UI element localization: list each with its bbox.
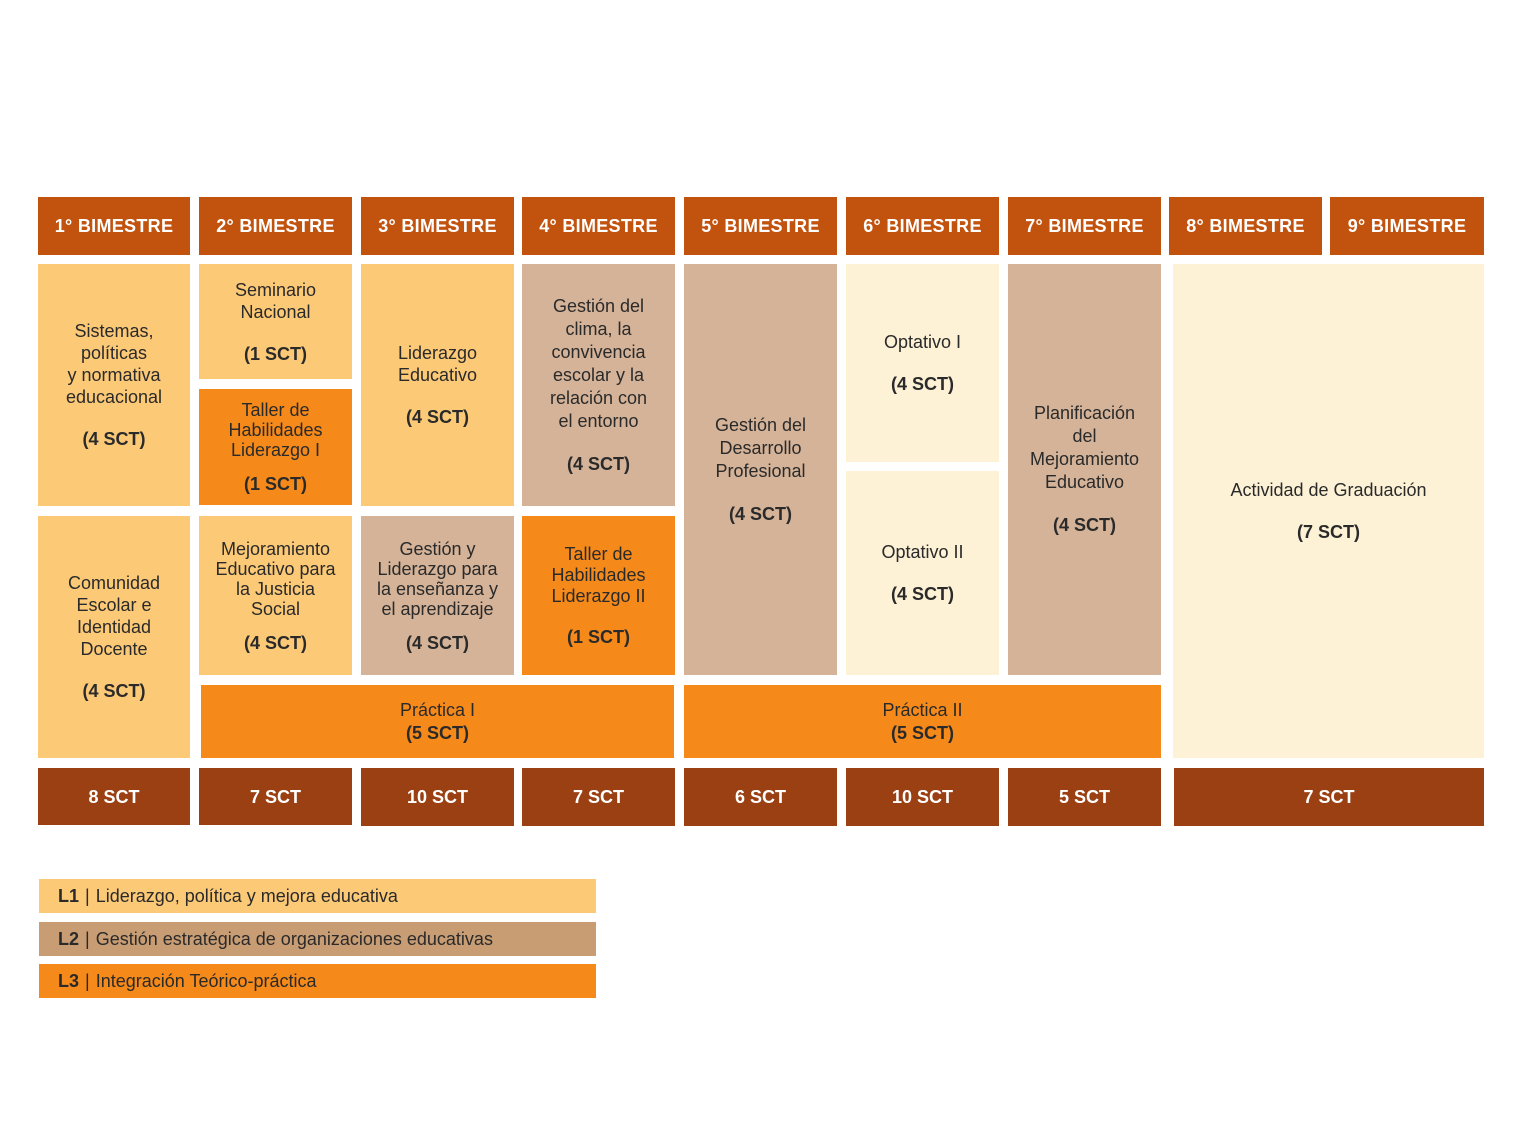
course-name: Sistemas, políticas y normativa educacional (65, 321, 163, 407)
course-name: Actividad de Graduación (1230, 480, 1427, 500)
header-bimestre-9: 9° BIMESTRE (1330, 197, 1484, 255)
total-credits-6: 10 SCT (846, 768, 999, 826)
header-bimestre-6: 6° BIMESTRE (846, 197, 999, 255)
course-credits: (1 SCT) (244, 474, 307, 494)
course-credits: (4 SCT) (567, 453, 630, 474)
course-name: Planificación del Mejoramiento Educativo (1029, 403, 1140, 492)
course-gestion-clima (522, 264, 675, 506)
course-credits: (4 SCT) (406, 632, 469, 653)
course-optativo-1 (846, 264, 999, 462)
course-credits: (4 SCT) (82, 429, 146, 449)
legend-label: Gestión estratégica de organizaciones educativas (95, 928, 493, 949)
course-name: Gestión y Liderazgo para la enseñanza y el aprendizaje (376, 538, 499, 619)
course-credits: (4 SCT) (891, 374, 954, 394)
total-credits-4: 7 SCT (522, 768, 675, 826)
legend-l1 (39, 879, 596, 913)
course-name: Gestión del Desarrollo Profesional (714, 414, 807, 481)
course-credits: (4 SCT) (1053, 515, 1116, 535)
header-bimestre-5: 5° BIMESTRE (684, 197, 837, 255)
course-seminario (199, 264, 352, 379)
course-credits: (4 SCT) (244, 632, 307, 653)
legend-code: L1 (58, 885, 80, 906)
course-name: Liderazgo Educativo (397, 343, 478, 385)
course-name: Optativo I (883, 332, 962, 352)
course-liderazgo-educativo (361, 264, 514, 506)
course-practica-1 (201, 685, 674, 758)
course-name: Taller de Habilidades Liderazgo II (551, 543, 646, 606)
course-credits: (5 SCT) (406, 723, 469, 743)
course-taller-1 (199, 389, 352, 505)
header-bimestre-8: 8° BIMESTRE (1169, 197, 1322, 255)
header-bimestre-2: 2° BIMESTRE (199, 197, 352, 255)
legend-code: L3 (58, 970, 80, 991)
total-credits-1: 8 SCT (38, 768, 190, 825)
course-name: Seminario Nacional (234, 279, 317, 322)
course-name: Optativo II (881, 542, 964, 562)
course-taller-2 (522, 516, 675, 675)
total-credits-5: 6 SCT (684, 768, 837, 826)
legend-separator: | (85, 970, 90, 991)
course-graduacion (1173, 264, 1484, 758)
header-bimestre-1: 1° BIMESTRE (38, 197, 190, 255)
course-practica-2 (684, 685, 1161, 758)
course-name: Taller de Habilidades Liderazgo I (228, 400, 323, 460)
header-bimestre-7: 7° BIMESTRE (1008, 197, 1161, 255)
course-credits: (4 SCT) (891, 584, 954, 604)
total-credits-7: 5 SCT (1008, 768, 1161, 826)
course-credits: (1 SCT) (244, 343, 307, 364)
course-sistemas (38, 264, 190, 506)
course-optativo-2 (846, 471, 999, 675)
legend-separator: | (85, 928, 90, 949)
course-comunidad (38, 516, 190, 758)
course-name: Práctica II (882, 700, 963, 720)
course-credits: (4 SCT) (82, 681, 146, 701)
course-credits: (7 SCT) (1297, 522, 1360, 542)
total-credits-8-9: 7 SCT (1174, 768, 1484, 826)
course-credits: (5 SCT) (891, 723, 954, 743)
course-desarrollo-profesional (684, 264, 837, 675)
total-credits-2: 7 SCT (199, 768, 352, 825)
header-bimestre-4: 4° BIMESTRE (522, 197, 675, 255)
header-bimestre-3: 3° BIMESTRE (361, 197, 514, 255)
course-name: Mejoramiento Educativo para la Justicia Social (215, 538, 336, 619)
course-gestion-liderazgo (361, 516, 514, 675)
legend-label: Liderazgo, política y mejora educativa (95, 885, 398, 906)
legend-code: L2 (58, 928, 80, 949)
course-credits: (1 SCT) (567, 626, 630, 647)
course-planificacion (1008, 264, 1161, 675)
course-mejoramiento-justicia (199, 516, 352, 675)
legend-label: Integración Teórico-práctica (95, 970, 317, 991)
total-credits-3: 10 SCT (361, 768, 514, 826)
course-name: Gestión del clima, la convivencia escolar y la relación con el entorno (549, 295, 648, 431)
legend-l2 (39, 922, 596, 956)
course-credits: (4 SCT) (729, 503, 792, 524)
legend-separator: | (85, 885, 90, 906)
course-name: Comunidad Escolar e Identidad Docente (67, 573, 161, 659)
course-credits: (4 SCT) (406, 407, 469, 427)
course-name: Práctica I (399, 700, 476, 720)
legend-l3 (39, 964, 596, 998)
